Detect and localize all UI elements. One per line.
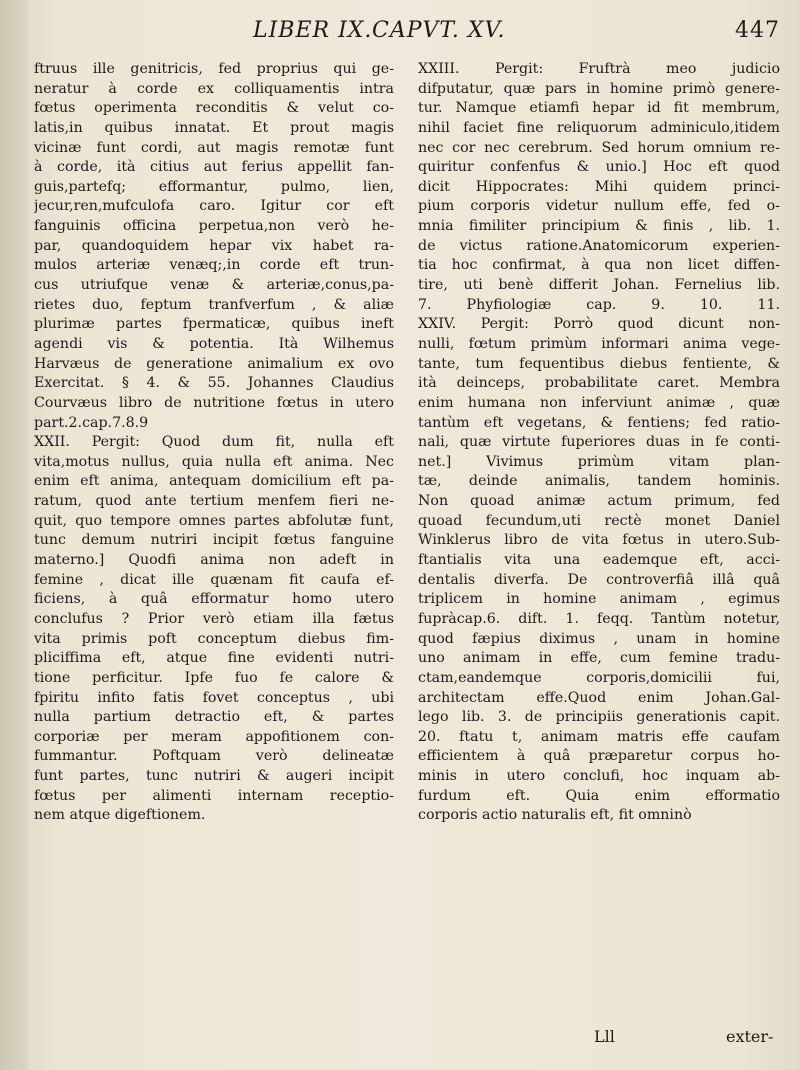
header-chapter-label: CAPVT. XV. (372, 18, 506, 43)
text-line: mnia fimiliter principium & finis , lib. 1. (418, 218, 780, 235)
text-line: vita primis poft conceptum diebus fim- (34, 630, 394, 647)
text-line: tæ, deinde animalis, tandem hominis. (418, 473, 780, 490)
text-line: pium corporis videtur nullum effe, fed o- (418, 198, 780, 215)
text-line: nihil faciet fine reliquorum adminiculo,itidem (418, 119, 780, 136)
text-line: 20. ftatu t, animam matris effe caufam (418, 728, 780, 745)
text-line: difputatur, quæ pars in homine primò genere- (418, 80, 780, 97)
text-line: femine , dicat ille quænam fit caufa ef- (34, 571, 394, 588)
text-line: fœtus per alimenti internam receptio- (34, 787, 394, 804)
text-line: ftruus ille genitricis, fed proprius qui ge- (34, 61, 394, 77)
running-header (0, 18, 800, 54)
text-line: tunc demum nutriri incipit fœtus fanguine (34, 532, 394, 549)
text-line: cus utriufque venæ & arteriæ,conus,pa- (34, 277, 394, 294)
text-line: dentalis diverfa. De controverfiâ illâ quâ (418, 571, 780, 588)
text-line: fpiritu infito fatis fovet conceptus , ubi (34, 689, 394, 706)
text-line: net.] Vivimus primùm vitam plan- (418, 453, 780, 470)
text-line: tante, tum fequentibus diebus fentiente, & (418, 355, 780, 372)
text-line: materno.] Quodfi anima non adeft in (34, 552, 394, 569)
text-line: mulos arteriæ venæq;,in corde eft trun- (34, 257, 394, 274)
text-line: furdum eft. Quia enim efformatio (418, 787, 780, 804)
text-line: funt partes, tunc nutriri & augeri incipit (34, 768, 394, 785)
text-line: fanguinis officina perpetua,non verò he- (34, 218, 394, 235)
text-line: XXIII. Pergit: Fruftrà meo judicio (418, 61, 780, 77)
text-line: Exercitat. § 4. & 55. Johannes Claudius (34, 375, 394, 392)
page-number: 447 (735, 18, 780, 43)
text-line: nem atque digeftionem. (34, 807, 206, 824)
text-line: tantùm eft vegetans, & fentiens; fed ratio- (418, 414, 780, 431)
text-line: de victus ratione.Anatomicorum experien- (418, 237, 780, 254)
text-line: vicinæ funt cordi, aut magis remotæ funt (34, 139, 394, 156)
text-line: tia hoc confirmat, à qua non licet diffen- (418, 257, 780, 274)
text-line: ficiens, à quâ efformatur homo utero (34, 591, 394, 608)
text-line: vita,motus nullus, quia nulla eft anima. Nec (34, 453, 394, 470)
text-line: uno animam in effe, cum femine tradu- (418, 650, 780, 667)
text-line: neratur à corde ex colliquamentis intra (34, 80, 394, 97)
text-line: Winklerus libro de vita fœtus in utero.Sub- (418, 532, 780, 549)
text-line: corporis actio naturalis eft, fit omninò (418, 807, 692, 824)
text-line: quiritur confenfus & unio.] Hoc eft quod (418, 159, 780, 176)
text-line: fupràcap.6. dift. 1. feqq. Tantùm notetur, (418, 610, 780, 627)
text-line: lego lib. 3. de principiis generationis capit. (418, 709, 780, 726)
text-line: triplicem in homine animam , egimus (418, 591, 780, 608)
text-line: nulla partium detractio eft, & partes (34, 709, 394, 726)
text-line: quoad fecundum,uti rectè monet Daniel (418, 512, 780, 529)
text-line: conclufus ? Prior verò etiam illa fætus (34, 610, 394, 627)
text-line: part.2.cap.7.8.9 (34, 414, 149, 431)
text-line: fummantur. Poftquam verò delineatæ (34, 748, 394, 765)
text-line: dicit Hippocrates: Mihi quidem princi- (418, 178, 780, 195)
right-text-column (418, 60, 780, 826)
text-line: fœtus operimenta reconditis & velut co- (34, 100, 394, 117)
text-line: architectam effe.Quod enim Johan.Gal- (418, 689, 780, 706)
text-line: Non quoad animæ actum primum, fed (418, 493, 780, 510)
text-line: plurimæ partes fpermaticæ, quibus ineft (34, 316, 394, 333)
signature-mark: Lll (594, 1027, 615, 1046)
text-line: à corde, ità citius aut ferius appellit fan- (34, 159, 394, 176)
catchword: exter- (726, 1027, 774, 1046)
text-line: XXII. Pergit: Quod dum fit, nulla eft (34, 434, 394, 451)
text-line: jecur,ren,mufculofa caro. Igitur cor eft (34, 198, 394, 215)
text-line: par, quandoquidem hepar vix habet ra- (34, 237, 394, 254)
text-line: Harvæus de generatione animalium ex ovo (34, 355, 394, 372)
header-book-label: LIBER IX. (253, 18, 373, 43)
text-line: nali, quæ virtute fuperiores duas in fe conti- (418, 434, 780, 451)
text-line: agendi vis & potentia. Ità Wilhemus (34, 335, 394, 352)
text-line: quod fæpius diximus , unam in homine (418, 630, 780, 647)
text-line: XXIV. Pergit: Porrò quod dicunt non- (418, 316, 780, 333)
text-line: enim humana non inferviunt animæ , quæ (418, 394, 780, 411)
text-line: latis,in quibus innatat. Et prout magis (34, 119, 394, 136)
page-footer (0, 1027, 800, 1051)
text-line: 7. Phyfiologiæ cap. 9. 10. 11. (418, 296, 780, 313)
left-text-column (34, 60, 394, 826)
text-line: ratum, quod ante tertium menfem fieri ne- (34, 493, 394, 510)
text-line: tire, uti benè differit Johan. Fernelius lib. (418, 277, 780, 294)
text-line: ità deinceps, probabilitate caret. Membra (418, 375, 780, 392)
text-line: ftantialis vita una eademque eft, acci- (418, 552, 780, 569)
text-line: ctam,eandemque corporis,domicilii fui, (418, 669, 780, 686)
text-line: minis in utero conclufi, hoc inquam ab- (418, 768, 780, 785)
text-line: quit, quo tempore omnes partes abfolutæ funt, (34, 512, 394, 529)
text-line: enim eft anima, antequam domicilium eft pa- (34, 473, 394, 490)
page-gutter (0, 0, 28, 1070)
text-line: Courvæus libro de nutritione fœtus in utero (34, 394, 394, 411)
text-line: nulli, fœtum primùm informari anima vege- (418, 335, 780, 352)
text-line: efficientem à quâ præparetur corpus ho- (418, 748, 780, 765)
text-line: tione perficitur. Ipfe fuo fe calore & (34, 669, 394, 686)
text-line: pliciffima eft, atque fine evidenti nutri- (34, 650, 394, 667)
text-line: corporiæ per meram appofitionem con- (34, 728, 394, 745)
text-line: guis,partefq; efformantur, pulmo, lien, (34, 178, 394, 195)
text-line: nec cor nec cerebrum. Sed horum omnium re- (418, 139, 780, 156)
text-line: tur. Namque etiamfi hepar id fit membrum, (418, 100, 780, 117)
text-line: rietes duo, feptum tranfverfum , & aliæ (34, 296, 394, 313)
